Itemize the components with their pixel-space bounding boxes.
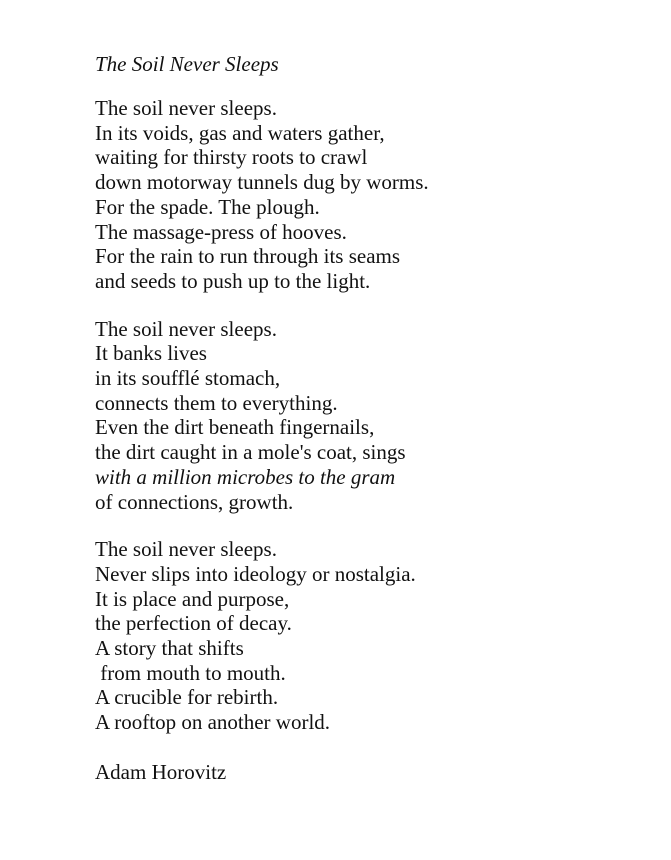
poem-line: connects them to everything. — [95, 390, 338, 415]
poem-line: The massage-press of hooves. — [95, 219, 347, 244]
poem-line: from mouth to mouth. — [95, 660, 286, 685]
poem-line: In its voids, gas and waters gather, — [95, 120, 385, 145]
poem-line: and seeds to push up to the light. — [95, 268, 371, 293]
poem-line: It is place and purpose, — [95, 586, 290, 611]
stanza-2 — [95, 317, 655, 515]
poem-line: Never slips into ideology or nostalgia. — [95, 561, 416, 586]
poem-line: A crucible for rebirth. — [95, 685, 279, 710]
poem-line: The soil never sleeps. — [95, 316, 277, 341]
poem-title: The Soil Never Sleeps — [95, 52, 279, 76]
poem-line: For the rain to run through its seams — [95, 244, 401, 269]
poem-line: down motorway tunnels dug by worms. — [95, 170, 429, 195]
poem-line: the perfection of decay. — [95, 611, 292, 636]
poem-line: A rooftop on another world. — [95, 710, 331, 735]
poem-line: in its soufflé stomach, — [95, 366, 281, 391]
poem-line: Even the dirt beneath fingernails, — [95, 415, 375, 440]
poem-line: of connections, growth. — [95, 489, 294, 514]
poem-line: It banks lives — [95, 341, 207, 366]
poem-line: The soil never sleeps. — [95, 537, 277, 562]
poem-page — [95, 50, 655, 786]
poem-line: For the spade. The plough. — [95, 194, 320, 219]
poem-line: The soil never sleeps. — [95, 96, 277, 120]
poem-line-italic: with a million microbes to the gram — [95, 464, 396, 489]
stanza-1 — [95, 96, 655, 294]
poem-line: A story that shifts — [95, 636, 244, 661]
poem-author: Adam Horovitz — [95, 759, 227, 784]
poem-line: waiting for thirsty roots to crawl — [95, 145, 368, 170]
poem-line: the dirt caught in a mole's coat, sings — [95, 440, 406, 465]
stanza-3 — [95, 537, 655, 735]
